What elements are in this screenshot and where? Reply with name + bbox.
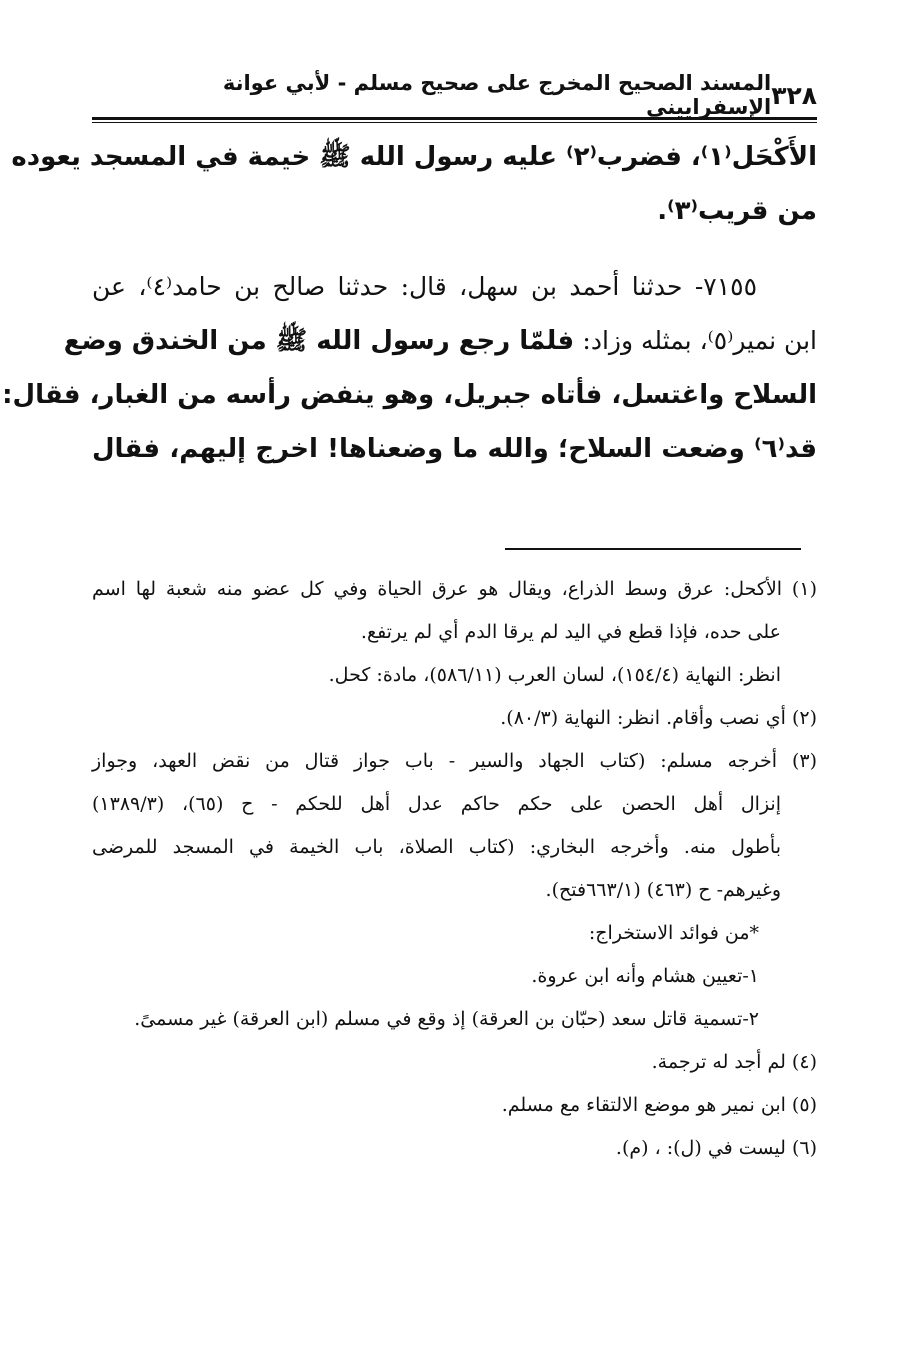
footnote-3-cont: بأطول منه. وأخرجه البخاري: (كتاب الصلاة، باب الخيمة في المسجد للمرضى	[92, 836, 781, 858]
footnote-separator	[505, 548, 801, 550]
main-text	[2, 130, 817, 476]
footnote-3-cont: وغيرهم- ح (٤٦٣) (٦٦٣/١فتح).	[545, 879, 781, 901]
hadith-line: ٧١٥٥- حدثنا أحمد بن سهل، قال: حدثنا صالح بن حامد⁽٤⁾، عن	[92, 272, 758, 301]
footnote-1-cont: على حده، فإذا قطع في اليد لم يرقا الدم أي لم يرتفع.	[360, 621, 781, 643]
footnote-5: (٥) ابن نمير هو موضع الالتقاء مع مسلم.	[501, 1094, 817, 1116]
header-rule-thin	[92, 122, 817, 123]
footnote-1: (١) الأكحل: عرق وسط الذراع، ويقال هو عرق الحياة وفي كل عضو منه شعبة لها اسم	[92, 578, 817, 600]
footnote-3-benefits-title: *من فوائد الاستخراج:	[588, 922, 759, 944]
footnotes	[92, 568, 817, 1170]
page-number: ٣٢٨	[771, 80, 817, 110]
footnote-1-ref: انظر: النهاية (١٥٤/٤)، لسان العرب (٥٨٦/١١)، مادة: كحل.	[328, 664, 781, 686]
hadith-line: السلاح واغتسل، فأتاه جبريل، وهو ينفض رأسه من الغبار، فقال:	[2, 380, 817, 410]
text-line: الأَكْحَل⁽١⁾، فضرب⁽٢⁾ عليه رسول الله ﷺ خيمة في المسجد يعوده	[11, 142, 817, 172]
running-header	[92, 71, 817, 119]
footnote-3-benefit: ١-تعيين هشام وأنه ابن عروة.	[531, 965, 759, 987]
text-line: من قريب⁽٣⁾.	[657, 196, 817, 226]
footnote-2: (٢) أي نصب وأقام. انظر: النهاية (٨٠/٣).	[500, 707, 817, 729]
hadith-line: قد⁽٦⁾ وضعت السلاح؛ والله ما وضعناها! اخرج إليهم، فقال	[92, 434, 817, 464]
hadith-line	[63, 314, 817, 368]
footnote-4: (٤) لم أجد له ترجمة.	[651, 1051, 817, 1073]
footnote-6: (٦) ليست في (ل): ، (م).	[615, 1137, 817, 1159]
book-title: المسند الصحيح المخرج على صحيح مسلم - لأبي عوانة الإسفراييني	[222, 71, 772, 119]
header-rule-thick	[92, 117, 817, 120]
hadith-chain-text: ابن نمير⁽٥⁾، بمثله وزاد:	[582, 326, 817, 355]
hadith-matn-text: فلمّا رجع رسول الله ﷺ من الخندق وضع	[63, 326, 575, 356]
footnote-3: (٣) أخرجه مسلم: (كتاب الجهاد والسير - باب جواز قتال من نقض العهد، وجواز	[92, 750, 817, 772]
footnote-3-cont: إنزال أهل الحصن على حكم حاكم عدل أهل للحكم - ح (٦٥)، (١٣٨٩/٣)	[92, 793, 781, 815]
footnote-3-benefit: ٢-تسمية قاتل سعد (حبّان بن العرقة) إذ وقع في مسلم (ابن العرقة) غير مسمىً.	[134, 1008, 759, 1030]
